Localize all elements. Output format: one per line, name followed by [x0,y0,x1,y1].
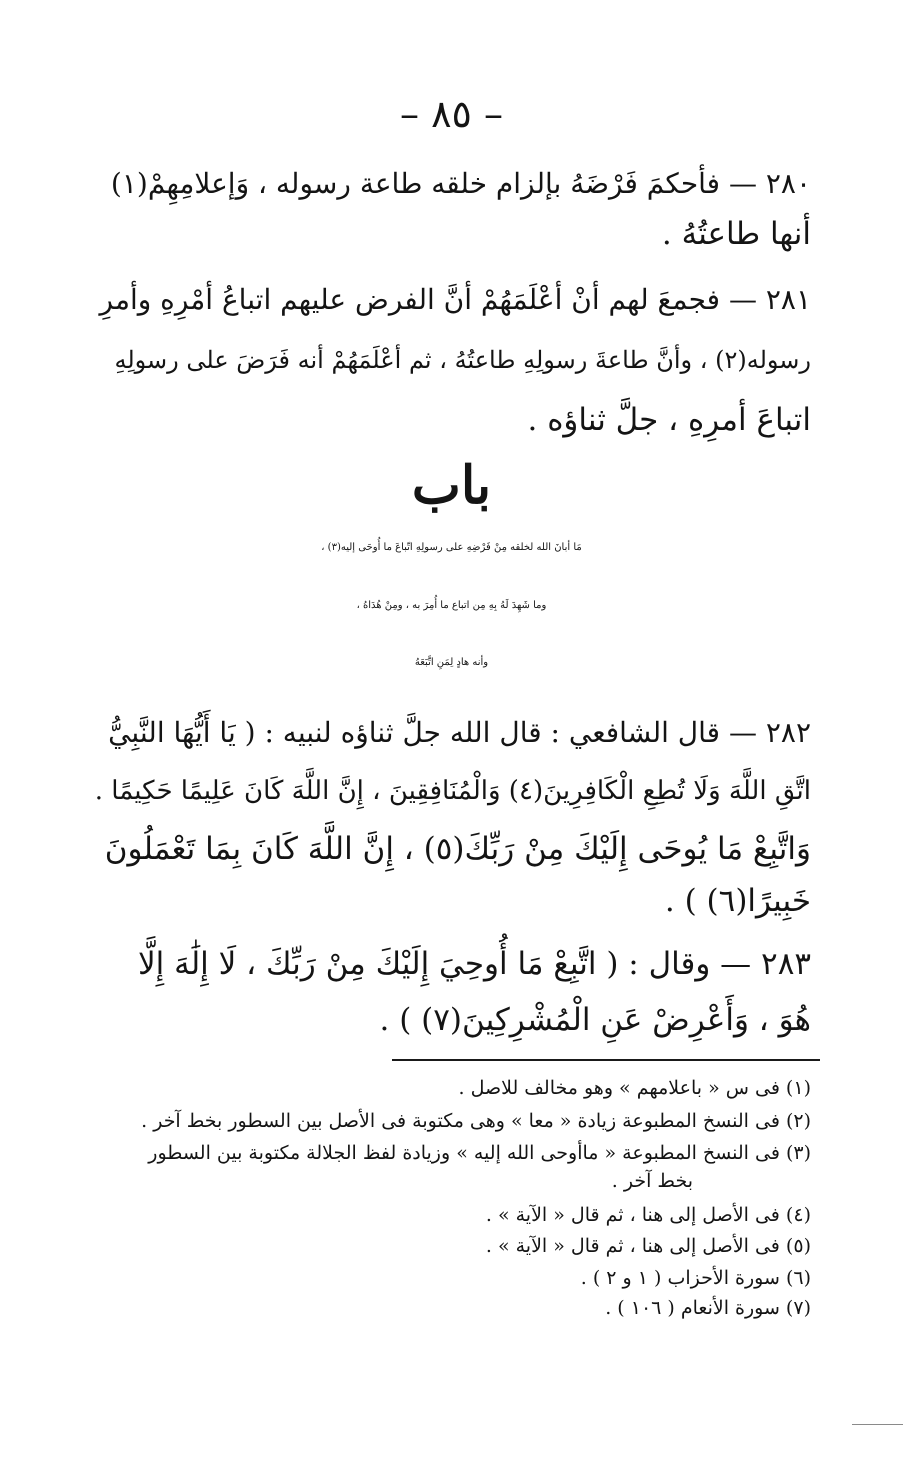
footnote-3: (٣) فى النسخ المطبوعة « ماأوحى الله إليه » وزيادة لفظ الجلالة مكتوبة بين السطور [148,1142,811,1164]
footnote-6: (٦) سورة الأحزاب ( ١ و ٢ ) . [580,1267,811,1289]
section-subtitle-line-2: وما شَهِدَ لَهُ بِهِ مِن اتباع ما أُمِرَ به ، ومِنْ هُدَاهُ ، [356,600,547,611]
footnote-1: (١) فى س « باعلامهم » وهو مخالف للاصل . [458,1077,811,1099]
paragraph-281-line-2: رسوله(٢) ، وأنَّ طاعةَ رسولِهِ طاعتُهُ ، ثم أعْلَمَهُمْ أنه فَرَضَ على رسولِهِ [114,346,811,374]
paragraph-282-line-4: خَبِيرًا(٦) ) . [664,883,811,919]
section-heading: باب [411,455,492,516]
paragraph-281-line-1: ٢٨١ — فجمعَ لهم أنْ أعْلَمَهُمْ أنَّ الفرض عليهم اتباعُ أمْرِهِ وأمرِ [99,283,811,316]
paragraph-283-line-1: ٢٨٣ — وقال : ( اتَّبِعْ مَا أُوحِيَ إِلَيْكَ مِنْ رَبِّكَ ، لَا إِلَٰهَ إِلَّا [137,946,811,982]
paragraph-283-line-2: هُوَ ، وَأَعْرِضْ عَنِ الْمُشْرِكِينَ(٧) ) . [379,1002,811,1038]
footnote-7: (٧) سورة الأنعام ( ١٠٦ ) . [605,1297,811,1319]
paragraph-280-line-1: ٢٨٠ — فأحكمَ فَرْضَهُ بإلزام خلقه طاعة رسوله ، وَإعلامِهِمْ(١) [110,167,811,200]
footnote-5: (٥) فى الأصل إلى هنا ، ثم قال « الآية » . [485,1235,811,1257]
paragraph-282-line-1: ٢٨٢ — قال الشافعي : قال الله جلَّ ثناؤه لنبيه : ( يَا أَيُّهَا النَّبِيُّ [108,716,811,749]
footnote-divider [392,1059,820,1061]
section-subtitle-line-3: وأنه هادٍ لِمَنِ اتَّبَعَهُ [414,657,489,668]
paragraph-280-line-2: أنها طاعتُهُ . [661,216,811,252]
footnote-2: (٢) فى النسخ المطبوعة زيادة « معا » وهى مكتوبة فى الأصل بين السطور بخط آخر . [141,1110,811,1132]
scan-edge-mark [852,1424,903,1425]
footnote-3-continuation: بخط آخر . [611,1170,693,1192]
paragraph-282-line-2: اتَّقِ اللَّهَ وَلَا تُطِعِ الْكَافِرِينَ(٤) وَالْمُنَافِقِينَ ، إِنَّ اللَّهَ كَانَ عَلِيمًا حَكِيمًا . [94,776,811,806]
paragraph-281-line-3: اتباعَ أمرِهِ ، جلَّ ثناؤه . [527,402,811,438]
paragraph-282-line-3: وَاتَّبِعْ مَا يُوحَى إِلَيْكَ مِنْ رَبِّكَ(٥) ، إِنَّ اللَّهَ كَانَ بِمَا تَعْمَلُونَ [104,831,811,867]
section-subtitle-line-1: مَا أبانَ الله لخلقه مِنْ فَرْضِهِ على رسولِهِ اتّباعَ ما أُوحَى إليه(٣) ، [321,542,582,553]
page-number: – ٨٥ – [399,92,503,136]
footnote-4: (٤) فى الأصل إلى هنا ، ثم قال « الآية » . [485,1204,811,1226]
